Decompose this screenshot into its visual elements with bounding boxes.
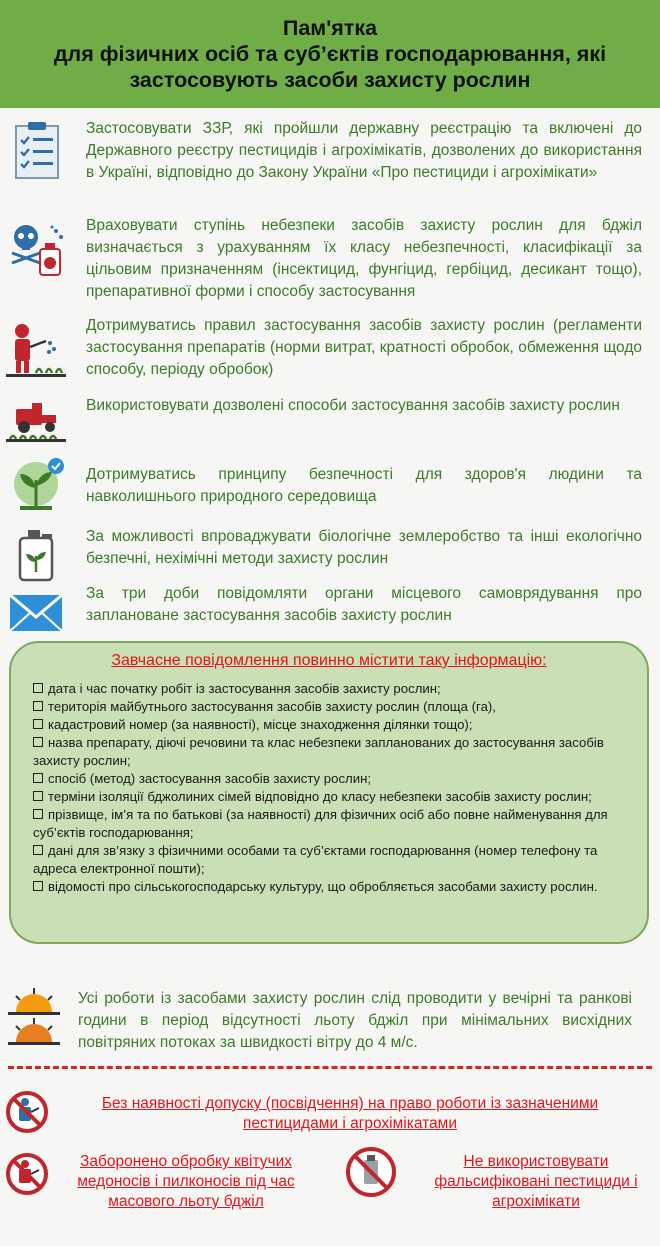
sprayer-worker-icon: [6, 319, 66, 379]
bio-canister-icon: [6, 526, 66, 586]
no-entry-worker-icon: [5, 1088, 49, 1136]
checkbox-icon: [33, 719, 43, 729]
no-spraying-icon: [5, 1150, 49, 1198]
list-item: прізвище, ім’я та по батькові (за наявності) для фізичних осіб або повне найменування для суб’єктів господарювання;: [33, 807, 608, 840]
checklist-icon: [6, 120, 66, 180]
plant-check-icon: [6, 456, 66, 516]
warning-permit: Без наявності допуску (посвідчення) на право роботи із зазначеними пестицидами і агрохімікатами: [101, 1095, 599, 1132]
list-item: територія майбутнього застосування засобів захисту рослин (площа (га),: [33, 698, 625, 716]
list-item: спосіб (метод) застосування засобів захисту рослин;: [33, 770, 625, 788]
notice-title: Завчасне повідомлення повинно містити таку інформацію:: [111, 652, 547, 669]
tractor-icon: [6, 395, 66, 455]
item-text: Використовувати дозволені способи застосування засобів захисту рослин: [86, 397, 620, 414]
title-line-3: застосовують засоби захисту рослин: [129, 68, 531, 92]
item-text: Враховувати ступінь небезпеки засобів захисту рослин для бджіл визначається з урахуванням їх класу небезпечності, класифікації за цільовим призначенням (інсектицид, фунгіцид, гербіцид, десикант тощо), препаративної форми і способу застосування: [86, 217, 642, 300]
checkbox-icon: [33, 881, 43, 891]
item-text: Застосовувати ЗЗР, які пройшли державну реєстрацію та включені до Державного реєстру пестицидів і агрохімікатів, дозволених до використання в Україні, відповідно до Закону України «Про пестициди і агрохімікати»: [86, 120, 642, 181]
title-line-2: для фізичних осіб та суб’єктів господарювання, які: [53, 42, 607, 66]
timing-text: Усі роботи із засобами захисту рослин слід проводити у вечірні та ранкові години в період відсутності льоту бджіл при мінімальних висхідних повітряних потоках за швидкості вітру до 4 м/с.: [78, 990, 632, 1051]
list-item: назва препарату, діючі речовини та клас небезпеки запланованих до застосування засобів захисту рослин;: [33, 735, 604, 768]
checkbox-icon: [33, 737, 43, 747]
list-item: дата і час початку робіт із застосування засобів захисту рослин;: [33, 680, 625, 698]
skull-poison-icon: [6, 219, 66, 279]
title-line-1: Пам'ятка: [282, 16, 378, 40]
checkbox-icon: [33, 773, 43, 783]
warning-flowering: Заборонено обробку квітучих медоносів і пилконосів під час масового льоту бджіл: [77, 1153, 295, 1210]
list-item: відомості про сільськогосподарську культуру, що обробляється засобами захисту рослин.: [33, 878, 625, 896]
item-text: Дотримуватись правил застосування засобів захисту рослин (регламенти застосування препаратів (норми витрат, кратності обробок, обмеження щодо способу, періоду обробок): [86, 317, 642, 378]
list-item: дані для зв’язку з фізичними особами та суб’єктами господарювання (номер телефону та адреса електронної пошти);: [33, 843, 598, 876]
warning-counterfeit: Не використовувати фальсифіковані пестициди і агрохімікати: [434, 1153, 638, 1210]
checkbox-icon: [33, 683, 43, 693]
item-text: Дотримуватись принципу безпечності для здоров'я людини та навколишнього природного середовища: [86, 466, 642, 505]
sunrise-sunset-icon: [6, 988, 62, 1048]
notice-list: [33, 680, 625, 896]
header-banner: [0, 0, 660, 108]
checkbox-icon: [33, 791, 43, 801]
item-text: За можливості впроваджувати біологічне землеробство та інші екологічно безпечні, нехімічні методи захисту рослин: [86, 528, 642, 567]
envelope-icon: [6, 583, 66, 643]
no-fake-pesticide-icon: [340, 1146, 402, 1198]
checkbox-icon: [33, 845, 43, 855]
checkbox-icon: [33, 809, 43, 819]
checkbox-icon: [33, 701, 43, 711]
list-item: терміни ізоляції бджолиних сімей відповідно до класу небезпеки засобів захисту рослин;: [33, 788, 625, 806]
page-title: [54, 15, 606, 93]
dashed-divider: [8, 1066, 652, 1069]
list-item: кадастровий номер (за наявності), місце знаходження ділянки тощо);: [33, 716, 625, 734]
notice-box: [9, 641, 649, 944]
item-text: За три доби повідомляти органи місцевого самоврядування про заплановане застосування засобів захисту рослин: [86, 585, 642, 624]
